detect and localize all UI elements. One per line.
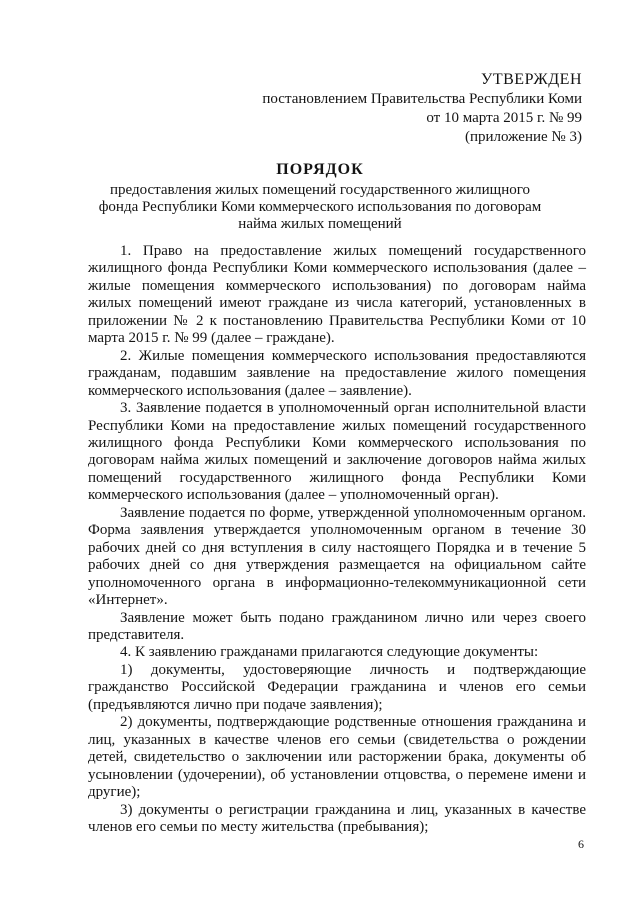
- approval-block: [262, 70, 582, 147]
- document-subtitle: [90, 182, 550, 233]
- approval-line-2: от 10 марта 2015 г. № 99: [426, 110, 582, 126]
- approval-line-3: (приложение № 3): [464, 129, 582, 145]
- paragraph: 3) документы о регистрации гражданина и лиц, указанных в качестве членов его семьи по месту жительства (пребывания);: [88, 801, 586, 835]
- paragraph: 2) документы, подтверждающие родственные отношения гражданина и лиц, указанных в качестве членов его семьи (свидетельства о рождении детей, свидетельство о заключении или расторжении брака, документы об усыновлении (удочерении), об установлении отцовства, о перемене имени и другие);: [88, 714, 586, 801]
- paragraph: Заявление может быть подано гражданином лично или через своего представителя.: [88, 609, 586, 643]
- document-title: ПОРЯДОК: [276, 161, 364, 178]
- subtitle-line: предоставления жилых помещений государственного жилищного: [109, 182, 531, 198]
- paragraph: 1. Право на предоставление жилых помещений государственного жилищного фонда Республики Коми коммерческого использования (далее – жилые помещения коммерческого использования) по договорам найма жилых помещений имеют граждане из числа категорий, установленных в приложении № 2 к постановлению Правительства Республики Коми от 10 марта 2015 г. № 99 (далее – граждане).: [88, 243, 586, 347]
- paragraph: 4. К заявлению гражданами прилагаются следующие документы:: [120, 644, 539, 661]
- approved-heading: УТВЕРЖДЕН: [481, 71, 582, 88]
- title-block: [90, 160, 550, 233]
- paragraph: 1) документы, удостоверяющие личность и подтверждающие гражданство Российской Федерации гражданина и членов его семьи (предъявляются лично при подаче заявления);: [88, 661, 586, 713]
- page-number: 6: [578, 837, 584, 851]
- subtitle-line: фонда Республики Коми коммерческого использования по договорам: [98, 199, 542, 215]
- document-body: [88, 243, 586, 836]
- subtitle-line: найма жилых помещений: [238, 216, 402, 232]
- paragraph: 3. Заявление подается в уполномоченный орган исполнительной власти Республики Коми на предоставление жилых помещений государственного жилищного фонда Республики Коми коммерческого использования по договорам найма жилых помещений и заключение договоров найма жилых помещений государственного жилищного фонда Республики Коми коммерческого использования (далее – уполномоченный орган).: [88, 400, 586, 504]
- paragraph: Заявление подается по форме, утвержденной уполномоченным органом. Форма заявления утверждается уполномоченным органом в течение 30 рабочих дней со дня вступления в силу настоящего Порядка и в течение 5 рабочих дней со дня утверждения размещается на официальном сайте уполномоченного органа в информационно-телекоммуникационной сети «Интернет».: [88, 504, 586, 609]
- paragraph: 2. Жилые помещения коммерческого использования предоставляются гражданам, подавшим заявление на предоставление жилого помещения коммерческого использования (далее – заявление).: [88, 347, 586, 399]
- approval-line-1: постановлением Правительства Республики Коми: [262, 91, 582, 107]
